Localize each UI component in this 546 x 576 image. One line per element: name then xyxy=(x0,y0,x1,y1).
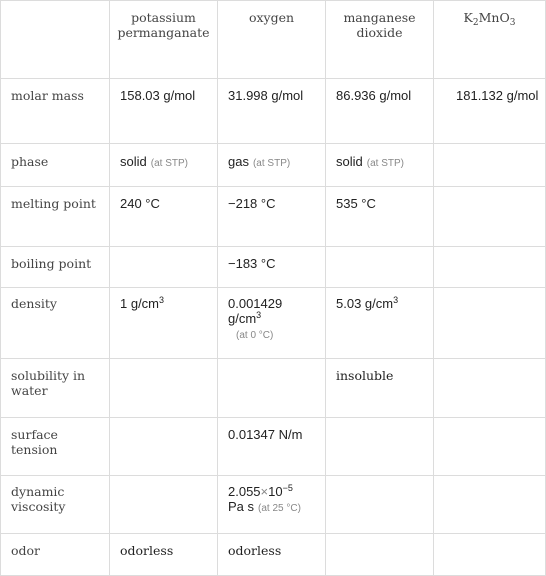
viscosity-mantissa: 2.055 xyxy=(228,484,261,499)
cell-density-oxygen xyxy=(218,288,326,359)
cell-boiling-mno2 xyxy=(326,247,434,288)
density-exponent: 3 xyxy=(159,295,165,305)
times-sign: × xyxy=(260,484,269,499)
density-value: 1 g/cm xyxy=(120,296,160,311)
cell-boiling-kmno4 xyxy=(110,247,218,288)
cell-solubility-mno2: insoluble xyxy=(326,359,434,418)
density-exponent: 3 xyxy=(393,295,399,305)
cell-molar-mass-k2mno3: 181.132 g/mol xyxy=(434,79,546,144)
cell-boiling-oxygen: −183 °C xyxy=(218,247,326,288)
table-row-density xyxy=(1,288,546,359)
formula-subscript: 3 xyxy=(509,18,516,28)
row-label: molar mass xyxy=(1,79,110,144)
cell-phase-oxygen xyxy=(218,144,326,187)
column-header-k2mno3 xyxy=(434,1,546,79)
cell-solubility-oxygen xyxy=(218,359,326,418)
cell-solubility-k2mno3 xyxy=(434,359,546,418)
column-header-potassium-permanganate xyxy=(110,1,218,79)
density-value: 0.001429 g/cm xyxy=(228,296,283,326)
phase-value: gas xyxy=(228,154,249,169)
cell-surface-oxygen: 0.01347 N/m xyxy=(218,418,326,476)
column-header-oxygen xyxy=(218,1,326,79)
cell-molar-mass-kmno4: 158.03 g/mol xyxy=(110,79,218,144)
cell-odor-oxygen: odorless xyxy=(218,534,326,576)
cell-density-k2mno3 xyxy=(434,288,546,359)
density-note: (at 0 °C) xyxy=(236,330,274,341)
cell-phase-k2mno3 xyxy=(434,144,546,187)
column-header-label: potassium permanganate xyxy=(117,10,210,40)
cell-density-mno2 xyxy=(326,288,434,359)
cell-surface-k2mno3 xyxy=(434,418,546,476)
formula-part: K xyxy=(463,10,473,25)
column-header-label: manganese dioxide xyxy=(343,10,416,40)
corner-cell xyxy=(1,1,110,79)
row-label: density xyxy=(1,288,110,359)
row-label: boiling point xyxy=(1,247,110,288)
cell-solubility-kmno4 xyxy=(110,359,218,418)
cell-surface-kmno4 xyxy=(110,418,218,476)
table-row-boiling-point xyxy=(1,247,546,288)
density-value: 5.03 g/cm xyxy=(336,296,394,311)
formula-part: MnO xyxy=(478,10,510,25)
header-row xyxy=(1,1,546,79)
phase-value: solid xyxy=(336,154,363,169)
phase-note: (at STP) xyxy=(252,158,291,169)
table-row-dynamic-viscosity xyxy=(1,476,546,534)
viscosity-exponent: −5 xyxy=(282,483,293,493)
phase-note: (at STP) xyxy=(366,158,404,169)
cell-molar-mass-mno2: 86.936 g/mol xyxy=(326,79,434,144)
cell-melting-k2mno3 xyxy=(434,187,546,247)
cell-melting-mno2: 535 °C xyxy=(326,187,434,247)
viscosity-base: 10 xyxy=(268,484,283,499)
cell-boiling-k2mno3 xyxy=(434,247,546,288)
row-label: dynamic viscosity xyxy=(1,476,110,534)
phase-note: (at STP) xyxy=(150,158,188,169)
cell-viscosity-k2mno3 xyxy=(434,476,546,534)
cell-odor-mno2 xyxy=(326,534,434,576)
cell-viscosity-mno2 xyxy=(326,476,434,534)
row-label: phase xyxy=(1,144,110,187)
density-exponent: 3 xyxy=(256,310,262,320)
row-label: solubility in water xyxy=(1,359,110,418)
table-row-phase xyxy=(1,144,546,187)
table-row-odor xyxy=(1,534,546,576)
row-label: odor xyxy=(1,534,110,576)
row-label: melting point xyxy=(1,187,110,247)
cell-phase-mno2 xyxy=(326,144,434,187)
table-row-molar-mass xyxy=(1,79,546,144)
cell-density-kmno4 xyxy=(110,288,218,359)
phase-value: solid xyxy=(120,154,147,169)
viscosity-note: (at 25 °C) xyxy=(258,503,301,514)
cell-surface-mno2 xyxy=(326,418,434,476)
cell-odor-k2mno3 xyxy=(434,534,546,576)
formula-subscript: 2 xyxy=(472,18,479,28)
column-header-label: oxygen xyxy=(248,10,295,25)
viscosity-unit: Pa s xyxy=(228,499,255,514)
table-row-solubility xyxy=(1,359,546,418)
cell-viscosity-oxygen xyxy=(218,476,326,534)
cell-odor-kmno4: odorless xyxy=(110,534,218,576)
cell-molar-mass-oxygen: 31.998 g/mol xyxy=(218,79,326,144)
column-header-manganese-dioxide xyxy=(326,1,434,79)
cell-melting-oxygen: −218 °C xyxy=(218,187,326,247)
table-row-melting-point xyxy=(1,187,546,247)
table-row-surface-tension xyxy=(1,418,546,476)
cell-phase-kmno4 xyxy=(110,144,218,187)
row-label: surface tension xyxy=(1,418,110,476)
cell-melting-kmno4: 240 °C xyxy=(110,187,218,247)
cell-viscosity-kmno4 xyxy=(110,476,218,534)
